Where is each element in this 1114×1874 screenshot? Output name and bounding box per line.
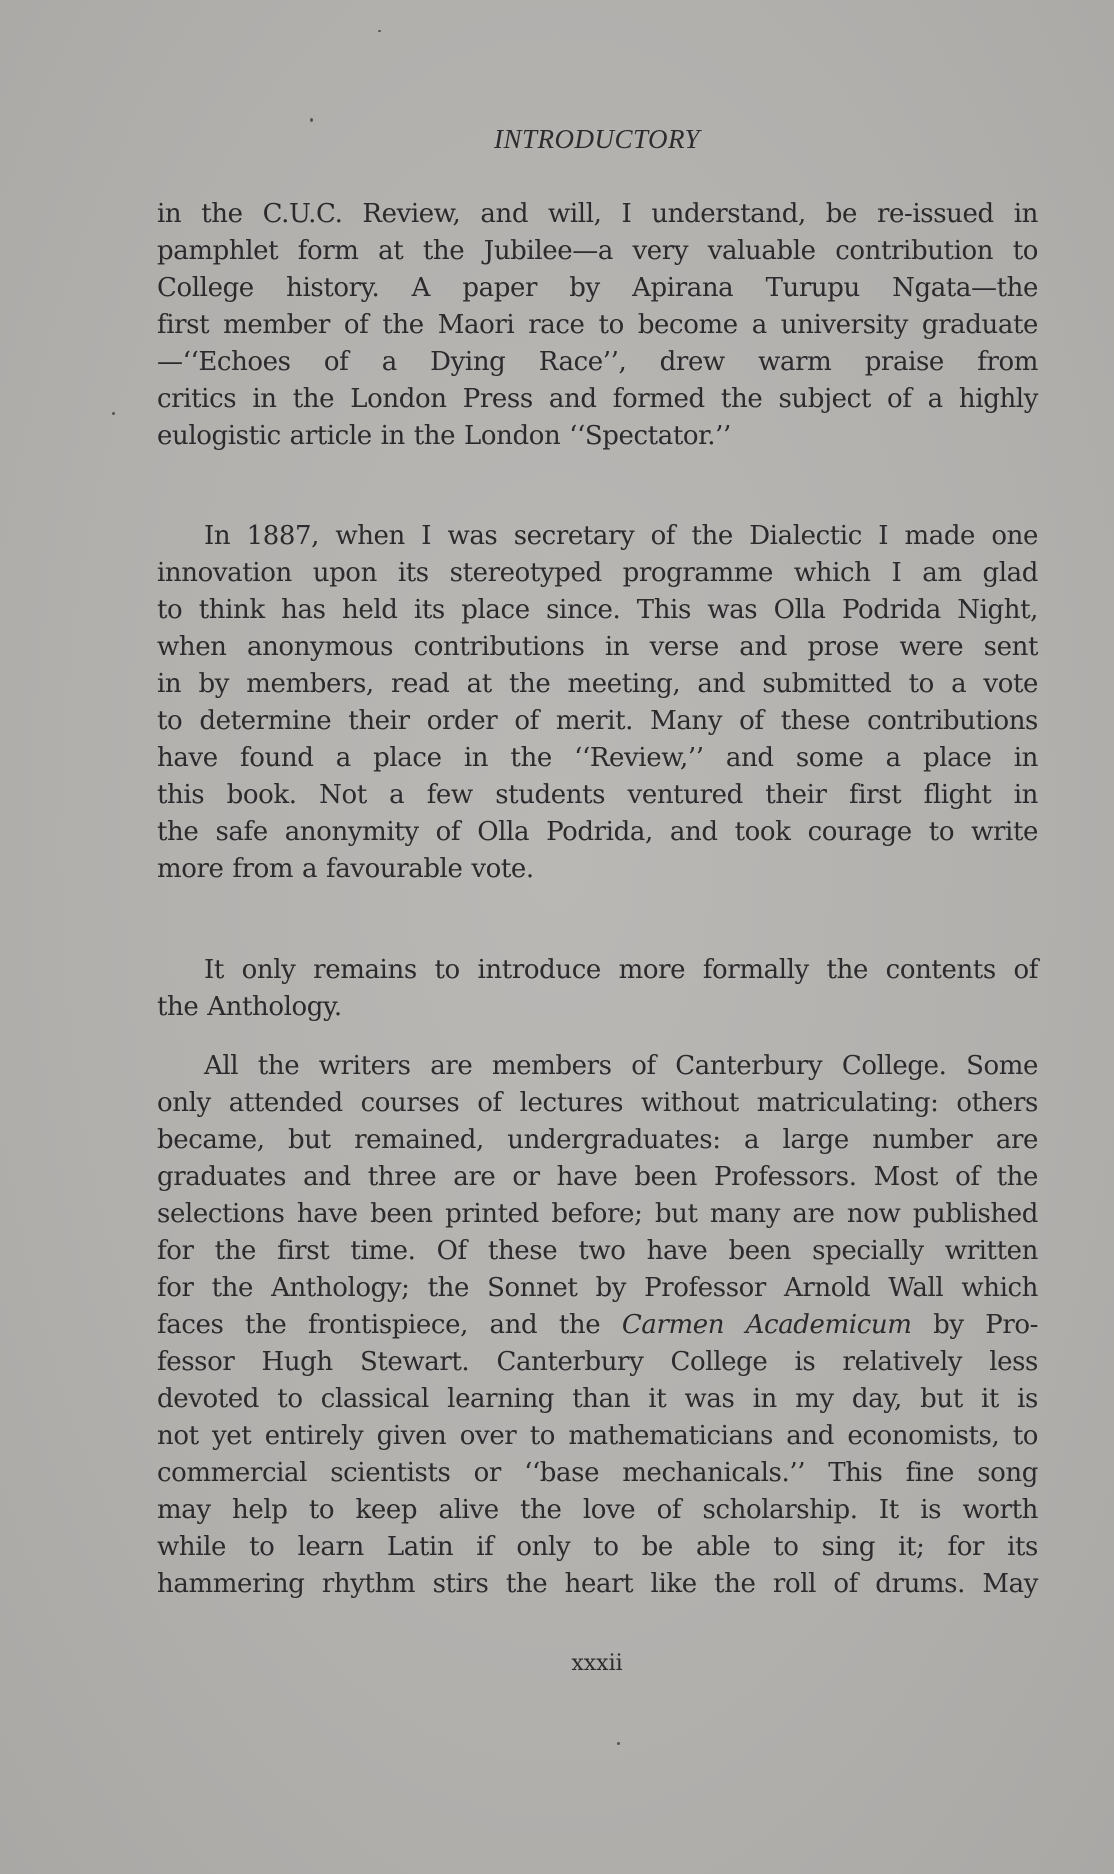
text-line: have found a place in the ‘‘Review,’’ and some a place in (157, 743, 1038, 773)
text-line: for the Anthology; the Sonnet by Professor Arnold Wall which (157, 1273, 1038, 1303)
paper-speck (378, 30, 381, 32)
text-line: for the first time. Of these two have been specially written (157, 1236, 1038, 1266)
text-line: when anonymous contributions in verse and prose were sent (157, 632, 1038, 662)
page-number: xxxii (571, 1651, 623, 1676)
text-line: only attended courses of lectures without matriculating: others (157, 1088, 1038, 1118)
text-line: critics in the London Press and formed the subject of a highly (157, 384, 1038, 414)
text-line: became, but remained, undergraduates: a large number are (157, 1125, 1038, 1155)
text-line: the Anthology. (157, 992, 342, 1022)
text-line: to think has held its place since. This was Olla Podrida Night, (157, 595, 1038, 625)
text-line: devoted to classical learning than it was in my day, but it is (157, 1384, 1038, 1414)
paragraph-olla-podrida (157, 518, 1038, 888)
text-line: this book. Not a few students ventured their first flight in (157, 780, 1038, 810)
running-head: INTRODUCTORY (493, 124, 701, 154)
text-line: In 1887, when I was secretary of the Dialectic I made one (204, 521, 1038, 551)
text-line: to determine their order of merit. Many of these contributions (157, 706, 1038, 736)
text-line: eulogistic article in the London ‘‘Spectator.’’ (157, 421, 731, 451)
paper-speck (617, 1742, 620, 1745)
text-line: in the C.U.C. Review, and will, I understand, be re-issued in (157, 199, 1038, 229)
text-line: —‘‘Echoes of a Dying Race’’, drew warm praise from (157, 347, 1038, 377)
work-title: Carmen Academicum (621, 1310, 912, 1340)
text-line: pamphlet form at the Jubilee—a very valuable contribution to (157, 236, 1038, 266)
text-line: commercial scientists or ‘‘base mechanicals.’’ This fine song (157, 1458, 1038, 1488)
text-line: All the writers are members of Canterbury College. Some (204, 1051, 1038, 1081)
paper-speck (112, 412, 115, 415)
paragraph-anthology-intro (157, 952, 1038, 1026)
paragraph-writers (157, 1048, 1038, 1603)
text-line: graduates and three are or have been Professors. Most of the (157, 1162, 1038, 1192)
text-line: the safe anonymity of Olla Podrida, and took courage to write (157, 817, 1038, 847)
text-line: more from a favourable vote. (157, 854, 534, 884)
paragraph-continuation (157, 196, 1038, 455)
paper-speck (310, 118, 313, 122)
text-line: in by members, read at the meeting, and submitted to a vote (157, 669, 1038, 699)
text-line: College history. A paper by Apirana Turupu Ngata—the (157, 273, 1038, 303)
text-line: innovation upon its stereotyped programme which I am glad (157, 558, 1038, 588)
text-line: while to learn Latin if only to be able to sing it; for its (157, 1532, 1038, 1562)
text-line: selections have been printed before; but many are now published (157, 1199, 1038, 1229)
text-line: first member of the Maori race to become a university graduate (157, 310, 1038, 340)
text-line: hammering rhythm stirs the heart like the roll of drums. May (157, 1569, 1038, 1599)
text-line: may help to keep alive the love of scholarship. It is worth (157, 1495, 1038, 1525)
text-line: It only remains to introduce more formally the contents of (204, 955, 1038, 985)
text-line: not yet entirely given over to mathematicians and economists, to (157, 1421, 1038, 1451)
text-line: fessor Hugh Stewart. Canterbury College is relatively less (157, 1347, 1038, 1377)
text-line: faces the frontispiece, and the Carmen Academicum by Pro- (157, 1310, 1038, 1340)
